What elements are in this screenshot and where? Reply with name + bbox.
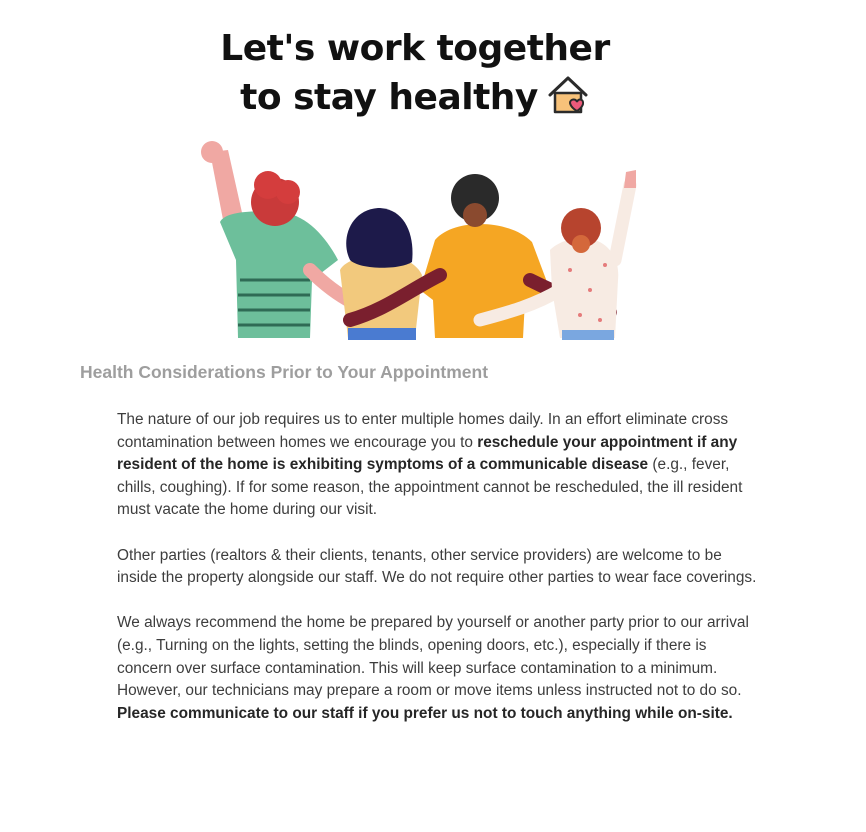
paragraph-3-bold: Please communicate to our staff if you prefer us not to touch anything while on-site. — [117, 704, 733, 722]
banner-title-line-1: Let's work together — [220, 28, 610, 69]
paragraph-1-part-1: The nature of our job requires us to enter multiple homes daily. In an effort eliminate cross contamination between homes we encourage you to — [117, 411, 729, 451]
paragraph-3 — [117, 612, 762, 725]
banner-title-line-2 — [0, 73, 830, 122]
paragraph-1-part-2: (e.g., fever, chills, coughing). If for some reason, the appointment cannot be rescheduled, the ill resident must vacate the home during our visit. — [117, 456, 743, 519]
paragraph-3-part-1: We always recommend the home be prepared by yourself or another party prior to our arrival (e.g., Turning on the lights, setting the blinds, opening doors, etc.), especially if there is concern over surface contamination. This will keep surface contamination to a minimum. However, our technicians may prepare a room or move items unless instructed not to do so. — [117, 614, 749, 700]
paragraph-1 — [117, 409, 762, 522]
section-heading: Health Considerations Prior to Your Appointment — [80, 362, 489, 382]
body-text — [117, 409, 762, 748]
banner-title — [0, 24, 830, 122]
banner-title-line-2-text: to stay healthy — [240, 77, 538, 118]
four-people-arm-in-arm-illustration — [190, 140, 640, 340]
house-heart-icon — [546, 73, 590, 117]
paragraph-2: Other parties (realtors & their clients, tenants, other service providers) are welcome to be inside the property alongside our staff. We do not require other parties to wear face coverings. — [117, 546, 757, 587]
paragraph-1-bold: reschedule your appointment if any resident of the home is exhibiting symptoms of a communicable disease — [117, 433, 738, 474]
